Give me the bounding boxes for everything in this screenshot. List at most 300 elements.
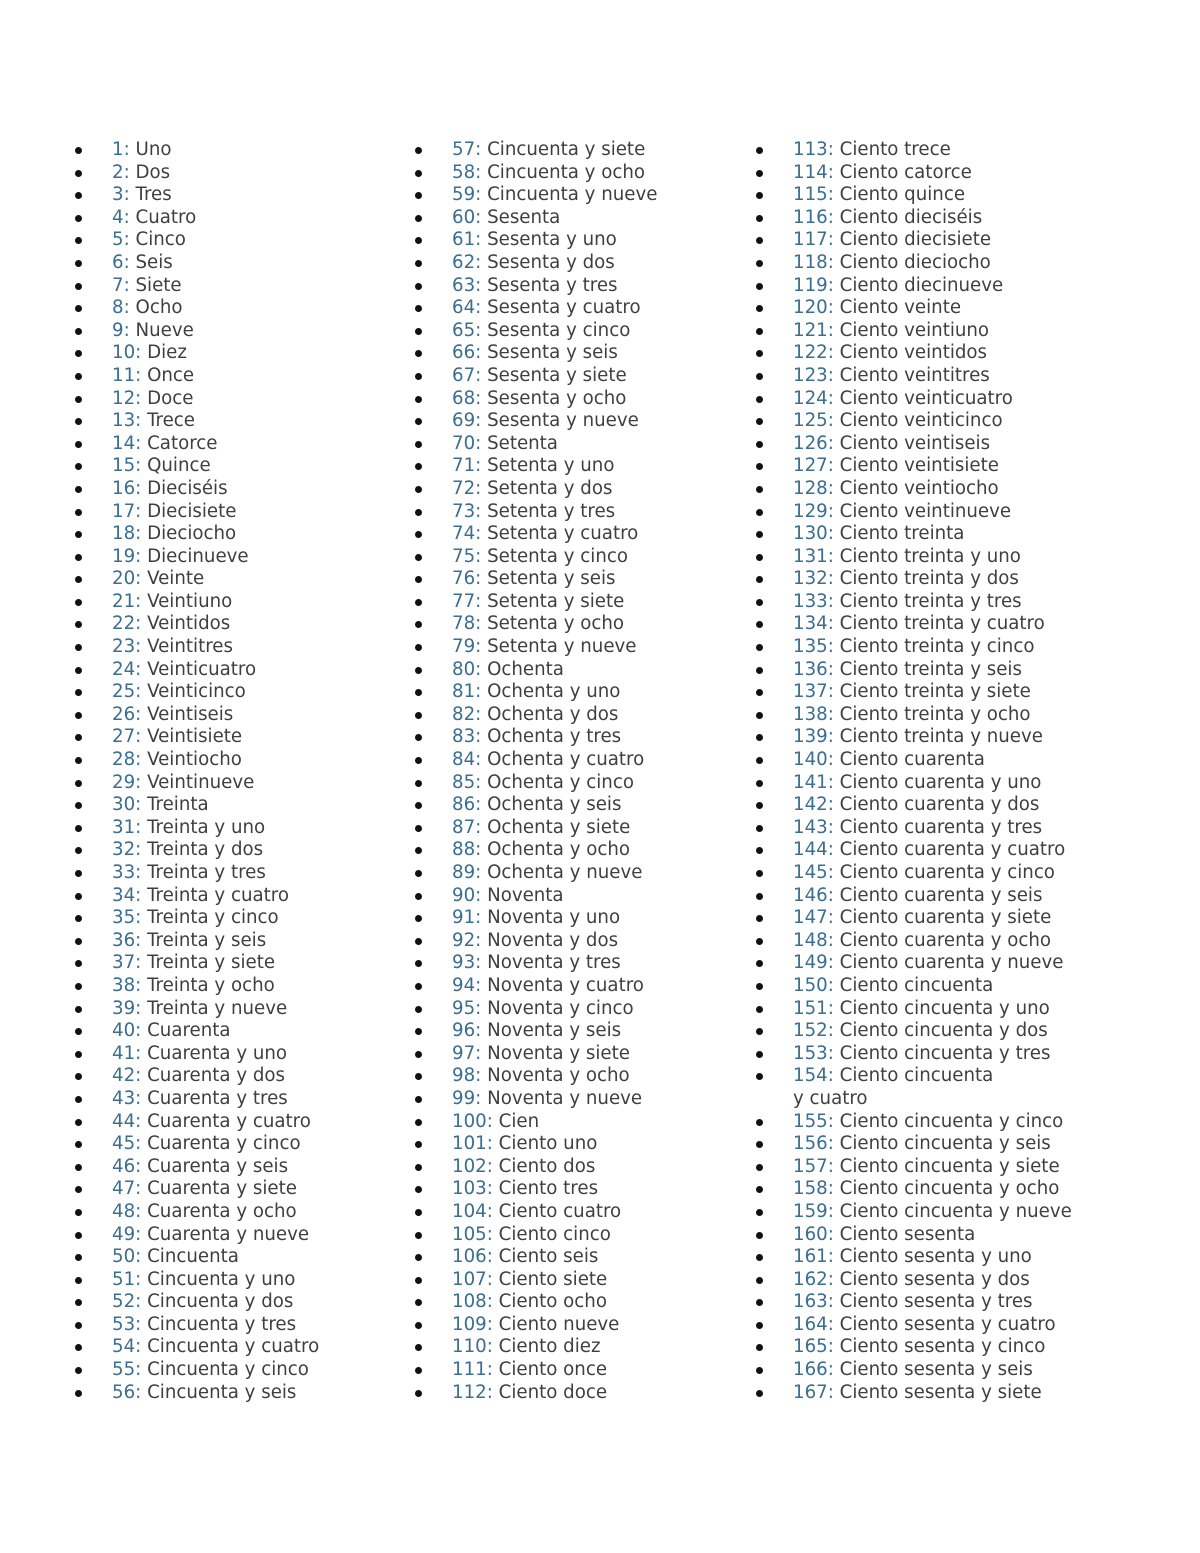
- separator: :: [123, 184, 130, 206]
- separator: :: [827, 590, 834, 612]
- number-link[interactable]: 156: [793, 1133, 828, 1155]
- number-link[interactable]: 136: [793, 658, 828, 680]
- number-word: Treinta y uno: [147, 816, 266, 838]
- number-link[interactable]: 13: [112, 410, 136, 432]
- number-link[interactable]: 14: [112, 432, 136, 454]
- list-item: [755, 998, 1085, 1021]
- separator: :: [486, 1313, 493, 1335]
- number-link[interactable]: 152: [793, 1020, 828, 1042]
- number-link[interactable]: 150: [793, 974, 828, 996]
- number-link[interactable]: 132: [793, 568, 828, 590]
- number-link[interactable]: 31: [112, 816, 136, 838]
- number-word: Veintinueve: [147, 771, 255, 793]
- number-link[interactable]: 32: [112, 839, 136, 861]
- number-word: Sesenta y siete: [487, 364, 627, 386]
- number-link[interactable]: 9: [112, 319, 124, 341]
- list-item: [74, 1020, 404, 1043]
- list-item: [74, 704, 404, 727]
- number-link[interactable]: 89: [452, 862, 476, 883]
- list-item: [74, 726, 404, 749]
- number-link[interactable]: 124: [793, 387, 828, 409]
- number-word: Veinticinco: [147, 681, 246, 703]
- number-link[interactable]: 118: [793, 251, 828, 273]
- list-item: [755, 388, 1085, 411]
- number-word: Ciento sesenta y tres: [839, 1291, 1033, 1313]
- number-link[interactable]: 143: [793, 816, 828, 838]
- number-link[interactable]: 8: [112, 297, 124, 319]
- list-item: [414, 975, 744, 998]
- number-link[interactable]: 95: [452, 997, 476, 1019]
- separator: :: [475, 929, 482, 951]
- separator: :: [475, 206, 482, 228]
- separator: :: [827, 907, 834, 929]
- list-item: [414, 297, 744, 320]
- number-link[interactable]: 81: [452, 681, 476, 703]
- number-link[interactable]: 93: [452, 952, 476, 974]
- number-link[interactable]: 47: [112, 1178, 136, 1200]
- number-link[interactable]: 137: [793, 681, 828, 703]
- separator: :: [475, 952, 482, 974]
- number-link[interactable]: 55: [112, 1359, 136, 1381]
- number-word: Ciento cuarenta y cinco: [839, 862, 1055, 883]
- separator: :: [135, 1381, 142, 1403]
- number-link[interactable]: 115: [793, 184, 828, 206]
- number-link[interactable]: 120: [793, 297, 828, 319]
- list-item: [755, 523, 1085, 546]
- list-item: [414, 930, 744, 953]
- number-link[interactable]: 111: [452, 1359, 487, 1381]
- number-link[interactable]: 54: [112, 1336, 136, 1358]
- separator: :: [827, 477, 834, 499]
- number-link[interactable]: 60: [452, 206, 476, 228]
- number-link[interactable]: 10: [112, 342, 136, 364]
- list-item: [74, 433, 404, 456]
- list-item: [414, 907, 744, 930]
- number-link[interactable]: 73: [452, 500, 476, 522]
- number-link[interactable]: 102: [452, 1155, 487, 1177]
- number-link[interactable]: 38: [112, 974, 136, 996]
- number-word: Ciento cincuenta y uno: [839, 997, 1050, 1019]
- number-link[interactable]: 69: [452, 410, 476, 432]
- number-link[interactable]: 147: [793, 907, 828, 929]
- number-word: Ochenta y nueve: [487, 862, 643, 883]
- number-link[interactable]: 101: [452, 1133, 487, 1155]
- number-link[interactable]: 96: [452, 1020, 476, 1042]
- number-link[interactable]: 125: [793, 410, 828, 432]
- separator: :: [135, 432, 142, 454]
- number-link[interactable]: 166: [793, 1359, 828, 1381]
- number-link[interactable]: 30: [112, 794, 136, 816]
- number-link[interactable]: 52: [112, 1291, 136, 1313]
- number-word: Ochenta y dos: [487, 703, 619, 725]
- list-item: [414, 1246, 744, 1269]
- number-word: Ciento diez: [498, 1336, 601, 1358]
- number-link[interactable]: 41: [112, 1042, 136, 1064]
- number-word: Cincuenta y dos: [147, 1291, 294, 1313]
- number-link[interactable]: 163: [793, 1291, 828, 1313]
- number-link[interactable]: 103: [452, 1178, 487, 1200]
- number-link[interactable]: 139: [793, 726, 828, 748]
- separator: :: [827, 1042, 834, 1064]
- number-link[interactable]: 87: [452, 816, 476, 838]
- separator: :: [135, 1200, 142, 1222]
- number-link[interactable]: 5: [112, 229, 124, 251]
- number-link[interactable]: 4: [112, 206, 124, 228]
- number-link[interactable]: 127: [793, 455, 828, 477]
- number-link[interactable]: 1: [112, 139, 124, 160]
- number-word: Noventa y ocho: [487, 1065, 630, 1087]
- number-link[interactable]: 114: [793, 161, 828, 183]
- number-link[interactable]: 160: [793, 1223, 828, 1245]
- number-link[interactable]: 157: [793, 1155, 828, 1177]
- list-item: [414, 1224, 744, 1247]
- number-link[interactable]: 23: [112, 636, 136, 658]
- number-link[interactable]: 49: [112, 1223, 136, 1245]
- number-link[interactable]: 106: [452, 1246, 487, 1268]
- number-link[interactable]: 84: [452, 749, 476, 771]
- separator: :: [135, 523, 142, 545]
- list-item: [414, 501, 744, 524]
- number-word: Cincuenta y seis: [147, 1381, 297, 1403]
- separator: :: [827, 1065, 834, 1087]
- number-link[interactable]: 151: [793, 997, 828, 1019]
- separator: :: [486, 1223, 493, 1245]
- separator: :: [475, 794, 482, 816]
- number-link[interactable]: 63: [452, 274, 476, 296]
- list-item: [74, 478, 404, 501]
- list-item: [755, 139, 1085, 162]
- number-word: Cincuenta: [147, 1246, 239, 1268]
- number-link[interactable]: 79: [452, 636, 476, 658]
- separator: :: [123, 297, 130, 319]
- number-link[interactable]: 134: [793, 613, 828, 635]
- number-word: Ciento veintiseis: [839, 432, 991, 454]
- list-item: [414, 478, 744, 501]
- number-link[interactable]: 116: [793, 206, 828, 228]
- number-link[interactable]: 149: [793, 952, 828, 974]
- separator: :: [135, 1110, 142, 1132]
- list-item: [414, 1133, 744, 1156]
- number-word: Sesenta: [487, 206, 561, 228]
- number-link[interactable]: 92: [452, 929, 476, 951]
- list-item: [414, 1382, 744, 1405]
- number-link[interactable]: 53: [112, 1313, 136, 1335]
- number-word: Cuarenta y nueve: [147, 1223, 310, 1245]
- list-item: [74, 749, 404, 772]
- number-link[interactable]: 122: [793, 342, 828, 364]
- number-link[interactable]: 119: [793, 274, 828, 296]
- separator: :: [135, 342, 142, 364]
- number-link[interactable]: 146: [793, 884, 828, 906]
- number-word: Ciento sesenta y seis: [839, 1359, 1033, 1381]
- number-link[interactable]: 70: [452, 432, 476, 454]
- number-link[interactable]: 50: [112, 1246, 136, 1268]
- number-link[interactable]: 80: [452, 658, 476, 680]
- list-item: [74, 930, 404, 953]
- list-item: [755, 885, 1085, 908]
- number-link[interactable]: 18: [112, 523, 136, 545]
- number-link[interactable]: 153: [793, 1042, 828, 1064]
- separator: :: [475, 636, 482, 658]
- separator: :: [475, 139, 482, 160]
- number-link[interactable]: 98: [452, 1065, 476, 1087]
- number-link[interactable]: 130: [793, 523, 828, 545]
- list-item: [414, 1314, 744, 1337]
- number-link[interactable]: 112: [452, 1381, 487, 1403]
- number-link[interactable]: 35: [112, 907, 136, 929]
- number-link[interactable]: 12: [112, 387, 136, 409]
- list-item: [414, 455, 744, 478]
- number-link[interactable]: 131: [793, 545, 828, 567]
- separator: :: [827, 184, 834, 206]
- number-word: Cuarenta y tres: [147, 1087, 288, 1109]
- number-word: Noventa y uno: [487, 907, 621, 929]
- number-link[interactable]: 67: [452, 364, 476, 386]
- number-link[interactable]: 44: [112, 1110, 136, 1132]
- number-link[interactable]: 88: [452, 839, 476, 861]
- number-link[interactable]: 108: [452, 1291, 487, 1313]
- separator: :: [827, 1020, 834, 1042]
- separator: :: [475, 997, 482, 1019]
- number-word: Sesenta y nueve: [487, 410, 639, 432]
- number-link[interactable]: 39: [112, 997, 136, 1019]
- separator: :: [475, 184, 482, 206]
- separator: :: [827, 1359, 834, 1381]
- separator: :: [827, 997, 834, 1019]
- list-item: [755, 1224, 1085, 1247]
- number-link[interactable]: 145: [793, 862, 828, 883]
- separator: :: [827, 1246, 834, 1268]
- number-link[interactable]: 86: [452, 794, 476, 816]
- number-word: Treinta: [147, 794, 209, 816]
- number-link[interactable]: 100: [452, 1110, 487, 1132]
- number-link[interactable]: 167: [793, 1381, 828, 1403]
- list-item: [74, 1382, 404, 1405]
- number-link[interactable]: 113: [793, 139, 828, 160]
- number-link[interactable]: 142: [793, 794, 828, 816]
- number-word: Dieciséis: [147, 477, 228, 499]
- number-link[interactable]: 75: [452, 545, 476, 567]
- separator: :: [123, 206, 130, 228]
- number-link[interactable]: 28: [112, 749, 136, 771]
- number-link[interactable]: 19: [112, 545, 136, 567]
- list-item: [74, 839, 404, 862]
- separator: :: [475, 342, 482, 364]
- number-link[interactable]: 61: [452, 229, 476, 251]
- list-item: [755, 952, 1085, 975]
- number-word: Cuarenta y ocho: [147, 1200, 297, 1222]
- separator: :: [135, 636, 142, 658]
- number-word: Ciento treinta: [839, 523, 965, 545]
- number-word: Ciento sesenta: [839, 1223, 976, 1245]
- number-link[interactable]: 135: [793, 636, 828, 658]
- list-item: [414, 523, 744, 546]
- number-link[interactable]: 51: [112, 1268, 136, 1290]
- number-link[interactable]: 72: [452, 477, 476, 499]
- number-word: Veinticuatro: [147, 658, 257, 680]
- number-link[interactable]: 25: [112, 681, 136, 703]
- list-item: [74, 342, 404, 365]
- number-link[interactable]: 26: [112, 703, 136, 725]
- number-link[interactable]: 82: [452, 703, 476, 725]
- number-link[interactable]: 15: [112, 455, 136, 477]
- number-link[interactable]: 62: [452, 251, 476, 273]
- number-word: Ciento cuarenta y cuatro: [839, 839, 1066, 861]
- number-link[interactable]: 144: [793, 839, 828, 861]
- list-item: [755, 1156, 1085, 1179]
- number-link[interactable]: 58: [452, 161, 476, 183]
- number-link[interactable]: 22: [112, 613, 136, 635]
- number-link[interactable]: 43: [112, 1087, 136, 1109]
- list-item: [74, 794, 404, 817]
- number-word: Ciento cuarenta: [839, 749, 985, 771]
- number-link[interactable]: 56: [112, 1381, 136, 1403]
- number-link[interactable]: 110: [452, 1336, 487, 1358]
- number-link[interactable]: 68: [452, 387, 476, 409]
- separator: :: [135, 387, 142, 409]
- number-link[interactable]: 3: [112, 184, 124, 206]
- separator: :: [827, 1336, 834, 1358]
- number-link[interactable]: 158: [793, 1178, 828, 1200]
- number-link[interactable]: 71: [452, 455, 476, 477]
- number-word: Treinta y nueve: [147, 997, 288, 1019]
- separator: :: [827, 658, 834, 680]
- number-link[interactable]: 133: [793, 590, 828, 612]
- number-link[interactable]: 16: [112, 477, 136, 499]
- list-item: [74, 772, 404, 795]
- number-link[interactable]: 27: [112, 726, 136, 748]
- number-link[interactable]: 77: [452, 590, 476, 612]
- number-link[interactable]: 65: [452, 319, 476, 341]
- number-link[interactable]: 90: [452, 884, 476, 906]
- separator: :: [486, 1381, 493, 1403]
- number-link[interactable]: 57: [452, 139, 476, 160]
- number-link[interactable]: 85: [452, 771, 476, 793]
- number-link[interactable]: 59: [452, 184, 476, 206]
- separator: :: [475, 816, 482, 838]
- separator: :: [475, 726, 482, 748]
- separator: :: [486, 1336, 493, 1358]
- list-item: [74, 139, 404, 162]
- number-link[interactable]: 42: [112, 1065, 136, 1087]
- number-link[interactable]: 6: [112, 251, 124, 273]
- list-item: [414, 162, 744, 185]
- number-link[interactable]: 155: [793, 1110, 828, 1132]
- number-link[interactable]: 107: [452, 1268, 487, 1290]
- number-link[interactable]: 94: [452, 974, 476, 996]
- separator: :: [475, 229, 482, 251]
- number-link[interactable]: 2: [112, 161, 124, 183]
- number-link[interactable]: 48: [112, 1200, 136, 1222]
- list-item: [74, 862, 404, 885]
- number-link[interactable]: 11: [112, 364, 136, 386]
- number-link[interactable]: 83: [452, 726, 476, 748]
- number-link[interactable]: 165: [793, 1336, 828, 1358]
- number-link[interactable]: 40: [112, 1020, 136, 1042]
- list-item: [755, 613, 1085, 636]
- number-link[interactable]: 64: [452, 297, 476, 319]
- number-word: Nueve: [135, 319, 194, 341]
- list-item: [755, 907, 1085, 930]
- number-word: Ciento dieciocho: [839, 251, 991, 273]
- separator: :: [135, 1020, 142, 1042]
- list-item: [74, 207, 404, 230]
- number-list-column-1: [74, 139, 404, 1404]
- separator: :: [123, 274, 130, 296]
- list-item: [74, 1201, 404, 1224]
- number-link[interactable]: 21: [112, 590, 136, 612]
- number-link[interactable]: 128: [793, 477, 828, 499]
- number-link[interactable]: 161: [793, 1246, 828, 1268]
- number-link[interactable]: 162: [793, 1268, 828, 1290]
- number-link[interactable]: 91: [452, 907, 476, 929]
- number-word: Ciento treinta y tres: [839, 590, 1022, 612]
- number-word: Ciento once: [498, 1359, 608, 1381]
- number-link[interactable]: 34: [112, 884, 136, 906]
- number-link[interactable]: 105: [452, 1223, 487, 1245]
- number-link[interactable]: 33: [112, 862, 136, 883]
- number-link[interactable]: 121: [793, 319, 828, 341]
- number-link[interactable]: 159: [793, 1200, 828, 1222]
- number-link[interactable]: 29: [112, 771, 136, 793]
- list-item: [74, 591, 404, 614]
- number-link[interactable]: 140: [793, 749, 828, 771]
- number-link[interactable]: 76: [452, 568, 476, 590]
- list-item: [755, 433, 1085, 456]
- number-word: Setenta y tres: [487, 500, 616, 522]
- number-link[interactable]: 37: [112, 952, 136, 974]
- separator: :: [827, 839, 834, 861]
- number-link[interactable]: 117: [793, 229, 828, 251]
- number-word: Cien: [498, 1110, 540, 1132]
- separator: :: [135, 590, 142, 612]
- number-link[interactable]: 104: [452, 1200, 487, 1222]
- number-link[interactable]: 154: [793, 1065, 828, 1087]
- separator: :: [123, 139, 130, 160]
- number-link[interactable]: 45: [112, 1133, 136, 1155]
- number-link[interactable]: 126: [793, 432, 828, 454]
- number-link[interactable]: 148: [793, 929, 828, 951]
- list-item: [74, 613, 404, 636]
- number-link[interactable]: 17: [112, 500, 136, 522]
- number-link[interactable]: 7: [112, 274, 124, 296]
- number-word: Veintiocho: [147, 749, 242, 771]
- number-link[interactable]: 78: [452, 613, 476, 635]
- number-link[interactable]: 109: [452, 1313, 487, 1335]
- number-link[interactable]: 74: [452, 523, 476, 545]
- number-link[interactable]: 20: [112, 568, 136, 590]
- list-item: [414, 1043, 744, 1066]
- number-link[interactable]: 24: [112, 658, 136, 680]
- number-word: Ciento dieciséis: [839, 206, 983, 228]
- number-link[interactable]: 164: [793, 1313, 828, 1335]
- number-link[interactable]: 129: [793, 500, 828, 522]
- number-link[interactable]: 97: [452, 1042, 476, 1064]
- number-link[interactable]: 141: [793, 771, 828, 793]
- number-link[interactable]: 46: [112, 1155, 136, 1177]
- number-link[interactable]: 99: [452, 1087, 476, 1109]
- number-link[interactable]: 66: [452, 342, 476, 364]
- number-link[interactable]: 123: [793, 364, 828, 386]
- separator: :: [475, 1087, 482, 1109]
- number-link[interactable]: 36: [112, 929, 136, 951]
- number-word: Diez: [147, 342, 187, 364]
- separator: :: [475, 839, 482, 861]
- number-link[interactable]: 138: [793, 703, 828, 725]
- separator: :: [827, 297, 834, 319]
- list-item: [755, 839, 1085, 862]
- list-item: [74, 388, 404, 411]
